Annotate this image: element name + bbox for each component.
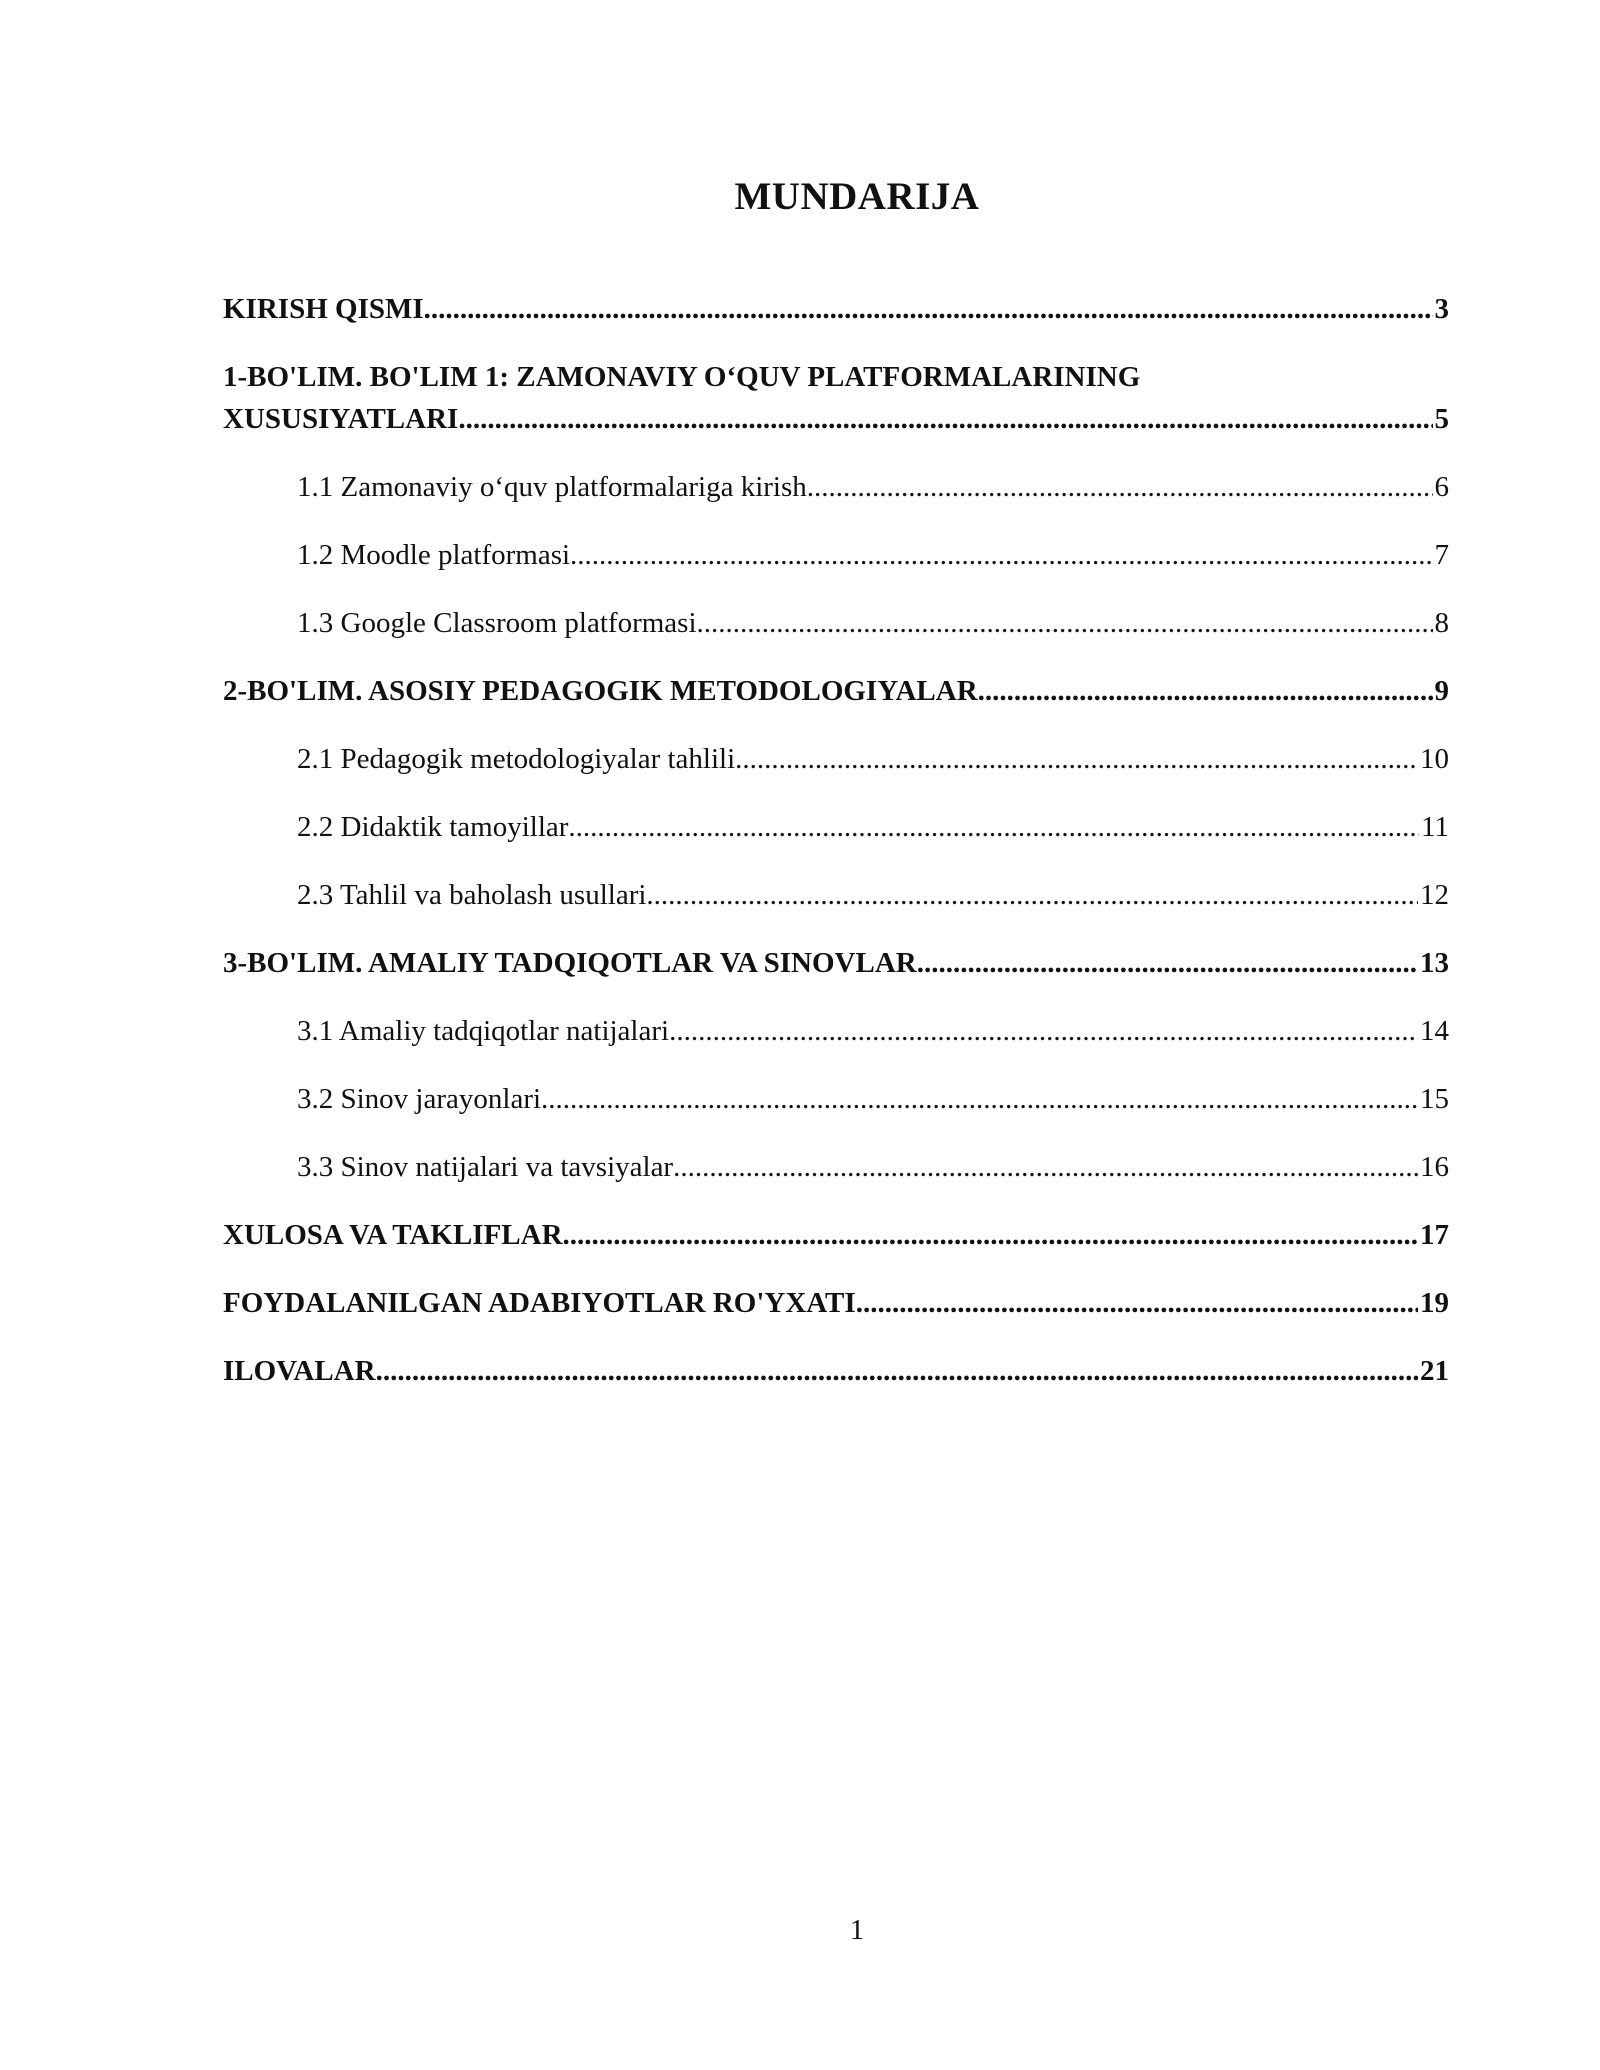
toc-row bbox=[297, 534, 1449, 576]
dot-leader bbox=[978, 670, 1433, 712]
toc-entry-title: 1.1 Zamonaviy o‘quv platformalariga kirish bbox=[297, 471, 807, 503]
toc-entry-2-2[interactable] bbox=[223, 806, 1449, 848]
toc-page-number: 9 bbox=[1434, 675, 1449, 707]
toc-entry-title: 2.1 Pedagogik metodologiyalar tahlili bbox=[297, 743, 736, 775]
toc-row bbox=[223, 288, 1449, 330]
table-of-contents bbox=[223, 288, 1449, 1418]
dot-leader bbox=[541, 1078, 1418, 1120]
toc-entry-title: XUSUSIYATLARI bbox=[223, 403, 459, 435]
toc-entry-title: 1.2 Moodle platformasi bbox=[297, 539, 571, 571]
toc-entry-2-1[interactable] bbox=[223, 738, 1449, 780]
toc-row bbox=[297, 1010, 1449, 1052]
toc-page-number: 12 bbox=[1420, 879, 1449, 911]
toc-row bbox=[223, 1350, 1449, 1392]
dot-leader bbox=[563, 1214, 1418, 1256]
toc-entry-title: XULOSA VA TAKLIFLAR bbox=[223, 1219, 563, 1251]
toc-entry-2-3[interactable] bbox=[223, 874, 1449, 916]
toc-entry-3-2[interactable] bbox=[223, 1078, 1449, 1120]
dot-leader bbox=[697, 602, 1433, 644]
toc-entry-3-1[interactable] bbox=[223, 1010, 1449, 1052]
toc-entry-title: 3.1 Amaliy tadqiqotlar natijalari bbox=[297, 1015, 670, 1047]
toc-row bbox=[297, 874, 1449, 916]
dot-leader bbox=[568, 806, 1419, 848]
page-number: 1 bbox=[849, 1914, 865, 1946]
toc-row bbox=[297, 1146, 1449, 1188]
toc-entry-ilovalar[interactable] bbox=[223, 1350, 1449, 1392]
toc-entry-title: 2.3 Tahlil va baholash usullari bbox=[297, 879, 647, 911]
toc-row bbox=[297, 602, 1449, 644]
toc-page-number: 13 bbox=[1420, 947, 1449, 979]
toc-page-number: 5 bbox=[1434, 403, 1449, 435]
toc-entry-3-3[interactable] bbox=[223, 1146, 1449, 1188]
dot-leader bbox=[669, 1010, 1418, 1052]
toc-page-number: 14 bbox=[1420, 1015, 1449, 1047]
dot-leader bbox=[673, 1146, 1418, 1188]
toc-entry-1-3[interactable] bbox=[223, 602, 1449, 644]
page-title: MUNDARIJA bbox=[734, 175, 980, 219]
toc-page-number: 21 bbox=[1420, 1355, 1449, 1387]
toc-page-number: 19 bbox=[1420, 1287, 1449, 1319]
toc-page-number: 6 bbox=[1434, 471, 1449, 503]
toc-entry-title: 3.3 Sinov natijalari va tavsiyalar bbox=[297, 1151, 674, 1183]
toc-entry-title-line1: 1-BO'LIM. BO'LIM 1: ZAMONAVIY O‘QUV PLATFORMALARINING bbox=[223, 361, 1141, 393]
toc-entry-xulosa[interactable] bbox=[223, 1214, 1449, 1256]
toc-entry-kirish[interactable] bbox=[223, 288, 1449, 330]
dot-leader bbox=[807, 466, 1433, 508]
toc-entry-title: ILOVALAR bbox=[223, 1355, 376, 1387]
toc-page-number: 10 bbox=[1420, 743, 1449, 775]
toc-entry-title: KIRISH QISMI bbox=[223, 293, 424, 325]
toc-entry-bolim-1[interactable] bbox=[223, 356, 1449, 440]
toc-entry-title: 3-BO'LIM. AMALIY TADQIQOTLAR VA SINOVLAR bbox=[223, 947, 917, 979]
dot-leader bbox=[424, 288, 1433, 330]
toc-row bbox=[223, 670, 1449, 712]
toc-entry-title: 2.2 Didaktik tamoyillar bbox=[297, 811, 569, 843]
toc-entry-adabiyotlar[interactable] bbox=[223, 1282, 1449, 1324]
toc-page-number: 11 bbox=[1421, 811, 1449, 843]
toc-entry-bolim-2[interactable] bbox=[223, 670, 1449, 712]
toc-row bbox=[223, 942, 1449, 984]
toc-entry-title: 1.3 Google Classroom platformasi bbox=[297, 607, 697, 639]
toc-entry-1-1[interactable] bbox=[223, 466, 1449, 508]
toc-row bbox=[297, 738, 1449, 780]
toc-row bbox=[223, 1214, 1449, 1256]
dot-leader bbox=[735, 738, 1418, 780]
toc-row bbox=[223, 1282, 1449, 1324]
toc-page-number: 15 bbox=[1420, 1083, 1449, 1115]
dot-leader bbox=[570, 534, 1432, 576]
toc-row bbox=[297, 466, 1449, 508]
dot-leader bbox=[917, 942, 1418, 984]
toc-page-number: 3 bbox=[1434, 293, 1449, 325]
toc-entry-title: 3.2 Sinov jarayonlari bbox=[297, 1083, 542, 1115]
toc-row bbox=[223, 398, 1449, 440]
dot-leader bbox=[458, 398, 1432, 440]
toc-page-number: 8 bbox=[1434, 607, 1449, 639]
toc-page-number: 7 bbox=[1434, 539, 1449, 571]
toc-page-number: 16 bbox=[1420, 1151, 1449, 1183]
dot-leader bbox=[376, 1350, 1418, 1392]
toc-page-number: 17 bbox=[1420, 1219, 1449, 1251]
toc-entry-title: FOYDALANILGAN ADABIYOTLAR RO'YXATI bbox=[223, 1287, 856, 1319]
dot-leader bbox=[646, 874, 1418, 916]
toc-row bbox=[297, 1078, 1449, 1120]
toc-entry-title: 2-BO'LIM. ASOSIY PEDAGOGIK METODOLOGIYALAR bbox=[223, 675, 978, 707]
toc-entry-bolim-3[interactable] bbox=[223, 942, 1449, 984]
dot-leader bbox=[856, 1282, 1418, 1324]
toc-row bbox=[297, 806, 1449, 848]
toc-entry-1-2[interactable] bbox=[223, 534, 1449, 576]
